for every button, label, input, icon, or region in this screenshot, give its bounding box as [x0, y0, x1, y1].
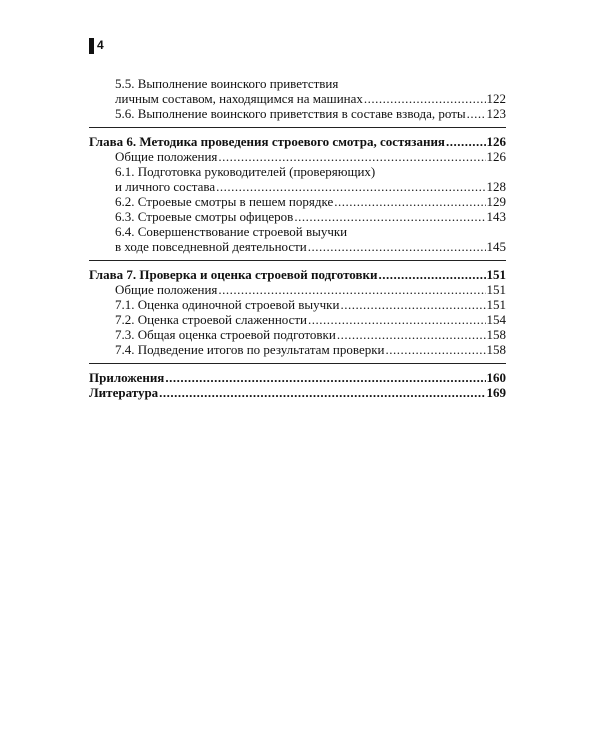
toc-entry[interactable]	[89, 385, 506, 400]
toc-page-number: 122	[486, 91, 506, 106]
toc-entry-title: 6.1. Подготовка руководителей (проверяющих)	[115, 164, 376, 179]
toc-entry-line	[89, 76, 506, 91]
toc-page-number: 151	[486, 282, 506, 297]
dot-leader	[386, 342, 486, 357]
toc-entry-title: личным составом, находящимся на машинах	[115, 91, 363, 106]
toc-entry[interactable]	[89, 370, 506, 385]
section-divider	[89, 127, 506, 128]
toc-page-number: 154	[486, 312, 506, 327]
toc-page-number: 145	[486, 239, 506, 254]
toc-entry-title: Глава 6. Методика проведения строевого смотра, состязания	[89, 134, 445, 149]
toc-entry-title: 7.1. Оценка одиночной строевой выучки	[115, 297, 340, 312]
dot-leader	[378, 267, 485, 282]
toc-entry[interactable]	[89, 312, 506, 327]
toc-page-number: 126	[486, 134, 506, 149]
toc-entry-title: Литература	[89, 385, 159, 400]
toc-entry-title: 5.6. Выполнение воинского приветствия в составе взвода, роты	[115, 106, 466, 121]
toc-entry-title: 7.2. Оценка строевой слаженности	[115, 312, 308, 327]
toc-entry[interactable]	[89, 106, 506, 121]
toc-entry-title: 6.3. Строевые смотры офицеров	[115, 209, 294, 224]
toc-page-number: 160	[486, 370, 506, 385]
toc-page-number: 128	[486, 179, 506, 194]
dot-leader	[308, 239, 486, 254]
dot-leader	[218, 282, 485, 297]
toc-entry[interactable]	[89, 282, 506, 297]
dot-leader	[216, 179, 485, 194]
toc-entry-title: и личного состава	[115, 179, 216, 194]
dot-leader	[334, 194, 485, 209]
dot-leader	[294, 209, 485, 224]
toc-entry-title: Глава 7. Проверка и оценка строевой подготовки	[89, 267, 378, 282]
section-divider	[89, 363, 506, 364]
toc-page-number: 151	[486, 297, 506, 312]
toc-entry[interactable]	[89, 209, 506, 224]
dot-leader	[308, 312, 485, 327]
toc-entry[interactable]	[89, 149, 506, 164]
dot-leader	[218, 149, 485, 164]
toc-page-number: 169	[486, 385, 506, 400]
toc-entry-title: в ходе повседневной деятельности	[115, 239, 307, 254]
toc-page-number: 158	[486, 342, 506, 357]
toc-entry-title: 6.4. Совершенствование строевой выучки	[115, 224, 348, 239]
toc-entry[interactable]	[89, 194, 506, 209]
toc-entry-line	[89, 164, 506, 179]
dot-leader	[364, 91, 486, 106]
toc-entry-title: 7.4. Подведение итогов по результатам проверки	[115, 342, 385, 357]
toc-entry-title: 6.2. Строевые смотры в пешем порядке	[115, 194, 334, 209]
toc-entry-line	[89, 224, 506, 239]
dot-leader	[467, 106, 486, 121]
dot-leader	[337, 327, 486, 342]
toc-entry[interactable]	[89, 134, 506, 149]
toc-page-number: 126	[486, 149, 506, 164]
table-of-contents	[89, 76, 506, 400]
toc-entry[interactable]	[89, 267, 506, 282]
dot-leader	[446, 134, 486, 149]
toc-entry[interactable]	[89, 239, 506, 254]
toc-entry[interactable]	[89, 179, 506, 194]
toc-entry-title: 7.3. Общая оценка строевой подготовки	[115, 327, 336, 342]
toc-entry-title: Общие положения	[115, 149, 218, 164]
toc-entry[interactable]	[89, 91, 506, 106]
dot-leader	[165, 370, 485, 385]
page-number: 4	[97, 38, 104, 52]
toc-entry-title: Приложения	[89, 370, 165, 385]
toc-page-number: 151	[486, 267, 506, 282]
toc-entry[interactable]	[89, 297, 506, 312]
toc-page-number: 158	[486, 327, 506, 342]
toc-page-number: 123	[486, 106, 506, 121]
toc-entry[interactable]	[89, 342, 506, 357]
toc-entry[interactable]	[89, 327, 506, 342]
section-divider	[89, 260, 506, 261]
toc-entry-title: Общие положения	[115, 282, 218, 297]
dot-leader	[340, 297, 485, 312]
toc-page-number: 143	[486, 209, 506, 224]
dot-leader	[159, 385, 485, 400]
toc-page-number: 129	[486, 194, 506, 209]
page-marker-bar	[89, 38, 94, 54]
toc-entry-title: 5.5. Выполнение воинского приветствия	[115, 76, 339, 91]
